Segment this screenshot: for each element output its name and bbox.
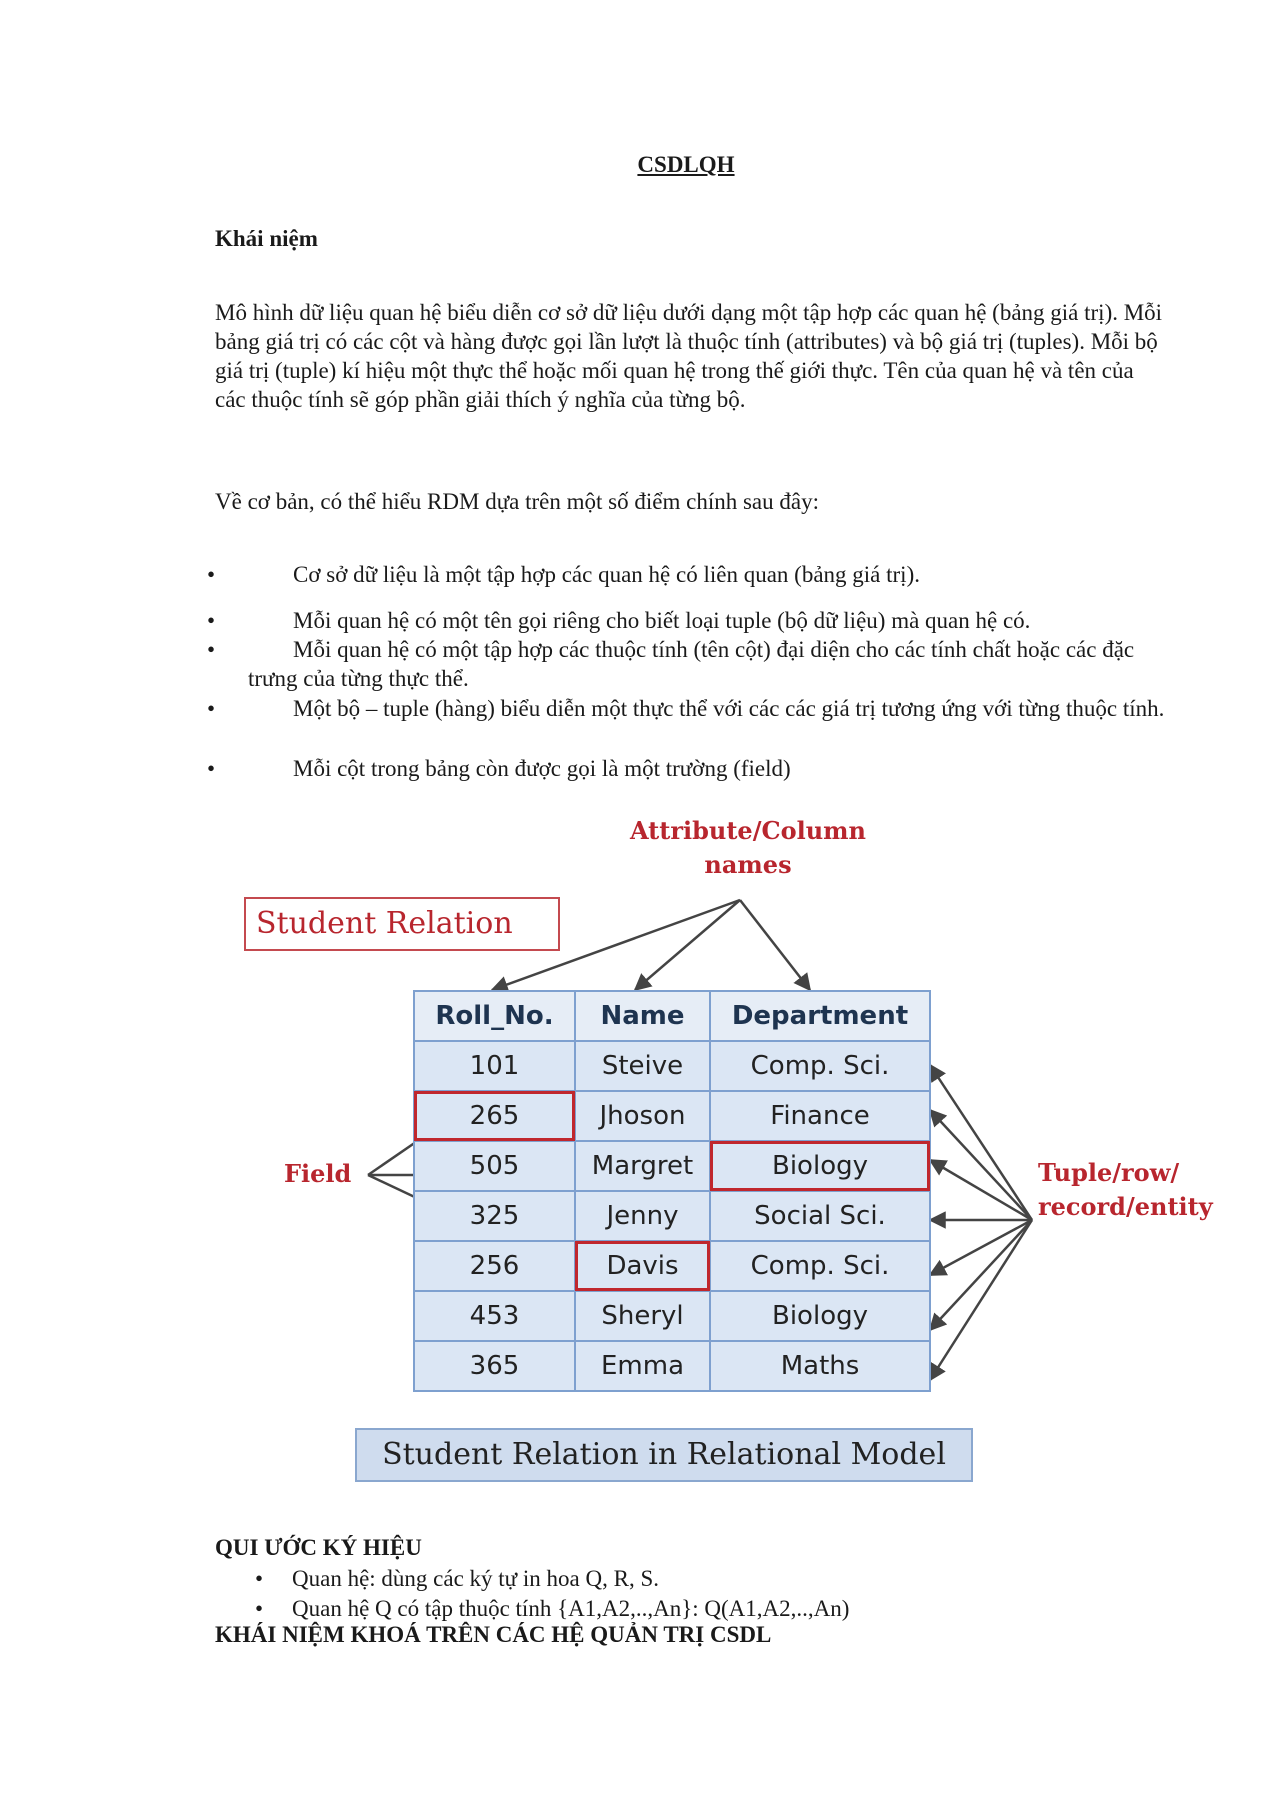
list-item: [207, 694, 1165, 723]
list-item: [257, 1594, 849, 1623]
table-cell: Emma: [575, 1341, 710, 1391]
list-item: [207, 754, 1165, 783]
column-header: Name: [575, 991, 710, 1041]
column-header: Department: [710, 991, 930, 1041]
tuple-arrow: [930, 1110, 1032, 1220]
column-header: Roll_No.: [414, 991, 575, 1041]
list-item: [207, 606, 1165, 635]
table-row: [414, 1141, 930, 1191]
list-item-text: Quan hệ: dùng các ký tự in hoa Q, R, S.: [292, 1566, 659, 1591]
table-cell: 101: [414, 1041, 575, 1091]
list-item-text: Một bộ – tuple (hàng) biểu diễn một thực thể với các các giá trị tương ứng với từng thuộc tính.: [293, 696, 1165, 721]
tuple-label: [1038, 1156, 1213, 1224]
relational-model-figure: [230, 816, 1220, 1500]
tuple-arrow: [930, 1220, 1032, 1380]
keys-heading: KHÁI NIỆM KHOÁ TRÊN CÁC HỆ QUẢN TRỊ CSDL: [215, 1622, 772, 1647]
table-cell: 325: [414, 1191, 575, 1241]
table-row: [414, 1191, 930, 1241]
table-row: [414, 1291, 930, 1341]
table-cell: Biology: [710, 1291, 930, 1341]
concept-intro: Về cơ bản, có thể hiểu RDM dựa trên một số điểm chính sau đây:: [215, 489, 819, 514]
highlighted-field-cell: Davis: [575, 1241, 710, 1291]
figure-caption: Student Relation in Relational Model: [355, 1428, 973, 1482]
attribute-label-line: names: [704, 850, 792, 879]
table-cell: 453: [414, 1291, 575, 1341]
attribute-label-line: Attribute/Column: [629, 816, 866, 845]
attribute-arrow: [740, 900, 810, 990]
bullet-icon: •: [255, 1596, 264, 1621]
table-cell: 256: [414, 1241, 575, 1291]
concept-paragraph: Mô hình dữ liệu quan hệ biểu diễn cơ sở dữ liệu dưới dạng một tập hợp các quan hệ (bảng giá trị). Mỗi bảng giá trị có các cột và hàng được gọi lần lượt là thuộc tính (attributes) và bộ giá trị (tuples). Mỗi bộ giá trị (tuple) kí hiệu một thực thể hoặc mối quan hệ trong thế giới thực. Tên của quan hệ và tên của các thuộc tính sẽ góp phần giải thích ý nghĩa của từng bộ.: [215, 300, 1163, 412]
bullet-icon: •: [207, 696, 216, 721]
table-row: [414, 1341, 930, 1391]
bullet-icon: •: [207, 756, 216, 781]
list-item-text: Cơ sở dữ liệu là một tập hợp các quan hệ có liên quan (bảng giá trị).: [293, 562, 920, 587]
list-item-text: Mỗi quan hệ có một tập hợp các thuộc tính (tên cột) đại diện cho các tính chất hoặc các đặc trưng của từng thực thể.: [248, 637, 1135, 691]
list-item: [257, 1564, 659, 1593]
attribute-column-label: [628, 814, 868, 882]
highlighted-field-cell: Biology: [710, 1141, 930, 1191]
conventions-heading: QUI ƯỚC KÝ HIỆU: [215, 1535, 422, 1560]
table-row: [414, 1041, 930, 1091]
table-row: [414, 1091, 930, 1141]
concept-heading: Khái niệm: [215, 226, 318, 251]
table-cell: Comp. Sci.: [710, 1041, 930, 1091]
student-relation-table: [413, 990, 931, 1392]
table-cell: Jenny: [575, 1191, 710, 1241]
relation-name-label: Student Relation: [244, 897, 560, 951]
tuple-arrow: [930, 1160, 1032, 1220]
list-item: [207, 560, 1165, 589]
table-header-row: [414, 991, 930, 1041]
table-cell: Jhoson: [575, 1091, 710, 1141]
table-cell: Social Sci.: [710, 1191, 930, 1241]
table-cell: Margret: [575, 1141, 710, 1191]
table-cell: Sheryl: [575, 1291, 710, 1341]
table-cell: Comp. Sci.: [710, 1241, 930, 1291]
tuple-arrow: [930, 1220, 1032, 1275]
tuple-arrow: [930, 1065, 1032, 1220]
table-cell: Finance: [710, 1091, 930, 1141]
list-item: [207, 635, 1165, 693]
highlighted-field-cell: 265: [414, 1091, 575, 1141]
table-cell: Steive: [575, 1041, 710, 1091]
bullet-icon: •: [255, 1566, 264, 1591]
tuple-arrow: [930, 1220, 1032, 1330]
list-item-text: Mỗi cột trong bảng còn được gọi là một trường (field): [293, 756, 791, 781]
table-cell: 505: [414, 1141, 575, 1191]
table-cell: Maths: [710, 1341, 930, 1391]
field-label: Field: [284, 1159, 352, 1188]
tuple-label-line: record/entity: [1038, 1192, 1213, 1221]
bullet-icon: •: [207, 562, 216, 587]
attribute-arrow: [635, 900, 740, 990]
table-cell: 365: [414, 1341, 575, 1391]
table-row: [414, 1241, 930, 1291]
document-title: CSDLQH: [637, 152, 735, 177]
bullet-icon: •: [207, 608, 216, 633]
list-item-text: Mỗi quan hệ có một tên gọi riêng cho biết loại tuple (bộ dữ liệu) mà quan hệ có.: [293, 608, 1031, 633]
list-item-text: Quan hệ Q có tập thuộc tính {A1,A2,..,An}: Q(A1,A2,..,An): [292, 1596, 850, 1621]
tuple-label-line: Tuple/row/: [1038, 1158, 1180, 1187]
bullet-icon: •: [207, 637, 216, 662]
